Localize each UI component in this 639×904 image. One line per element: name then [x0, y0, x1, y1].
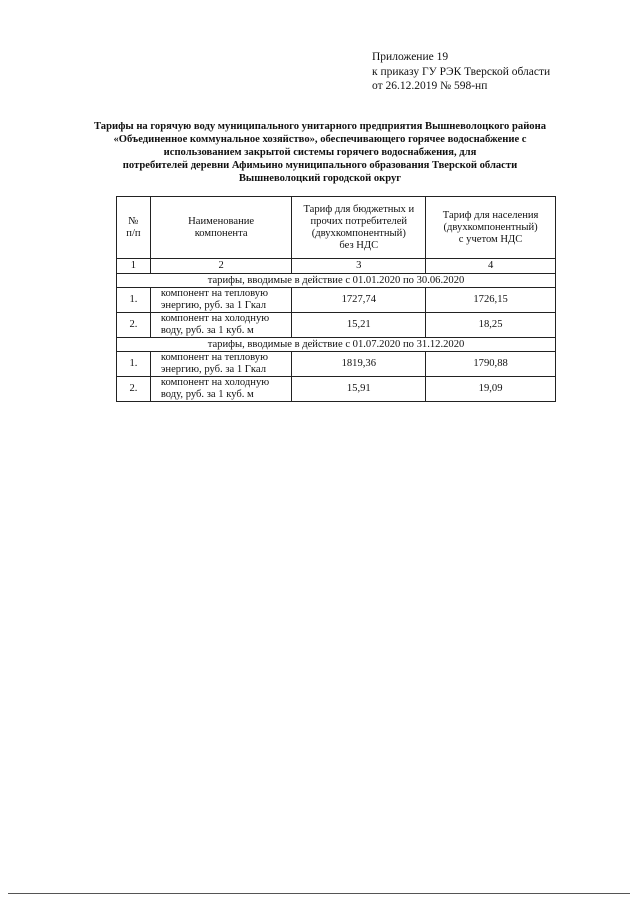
period-row	[117, 338, 556, 352]
table-row	[117, 377, 556, 402]
header-component-name: Наименование компонента	[150, 197, 292, 259]
column-number: 2	[150, 259, 292, 274]
appendix-number: Приложение 19	[372, 51, 449, 63]
column-number: 3	[292, 259, 426, 274]
table-row	[117, 313, 556, 338]
order-issuer: к приказу ГУ РЭК Тверской области	[372, 65, 551, 78]
header-num: № п/п	[117, 197, 151, 259]
header-population-tariff: Тариф для населения (двухкомпонентный) с учетом НДС	[426, 197, 556, 259]
component-name: компонент на холодную воду, руб. за 1 куб. м	[150, 313, 292, 338]
period-row	[117, 274, 556, 288]
component-name: компонент на тепловую энергию, руб. за 1 Гкал	[150, 288, 292, 313]
title-line: «Объединенное коммунальное хозяйство», обеспечивающего горячее водоснабжение с	[113, 134, 527, 145]
table-row	[117, 288, 556, 313]
title-line: Тарифы на горячую воду муниципального унитарного предприятия Вышневолоцкого района	[93, 121, 546, 132]
order-date-number: от 26.12.2019 № 598-нп	[372, 80, 488, 92]
header-budget-tariff: Тариф для бюджетных и прочих потребителей (двухкомпонентный) без НДС	[292, 197, 426, 259]
component-name: компонент на тепловую энергию, руб. за 1 Гкал	[150, 352, 292, 377]
title-line: потребителей деревни Афимьино муниципального образования Тверской области	[122, 160, 518, 171]
table-header-row	[117, 197, 556, 259]
period-label: тарифы, вводимые в действие с 01.07.2020 по 31.12.2020	[117, 338, 556, 352]
column-number-row	[117, 259, 556, 274]
population-tariff-value: 19,09	[426, 377, 556, 402]
row-number: 1.	[117, 352, 151, 377]
population-tariff-value: 1726,15	[426, 288, 556, 313]
title-line: использованием закрытой системы горячего водоснабжения, для	[163, 147, 477, 158]
column-number: 4	[426, 259, 556, 274]
period-label: тарифы, вводимые в действие с 01.01.2020 по 30.06.2020	[117, 274, 556, 288]
title-line: Вышневолоцкий городской округ	[238, 173, 402, 184]
component-name: компонент на холодную воду, руб. за 1 куб. м	[150, 377, 292, 402]
row-number: 2.	[117, 377, 151, 402]
budget-tariff-value: 15,21	[292, 313, 426, 338]
row-number: 1.	[117, 288, 151, 313]
row-number: 2.	[117, 313, 151, 338]
document-title	[60, 120, 580, 185]
budget-tariff-value: 1819,36	[292, 352, 426, 377]
page-bottom-divider	[8, 893, 630, 894]
budget-tariff-value: 1727,74	[292, 288, 426, 313]
tariff-table	[116, 196, 556, 402]
column-number: 1	[117, 259, 151, 274]
order-reference	[372, 50, 550, 94]
table-row	[117, 352, 556, 377]
budget-tariff-value: 15,91	[292, 377, 426, 402]
population-tariff-value: 1790,88	[426, 352, 556, 377]
population-tariff-value: 18,25	[426, 313, 556, 338]
